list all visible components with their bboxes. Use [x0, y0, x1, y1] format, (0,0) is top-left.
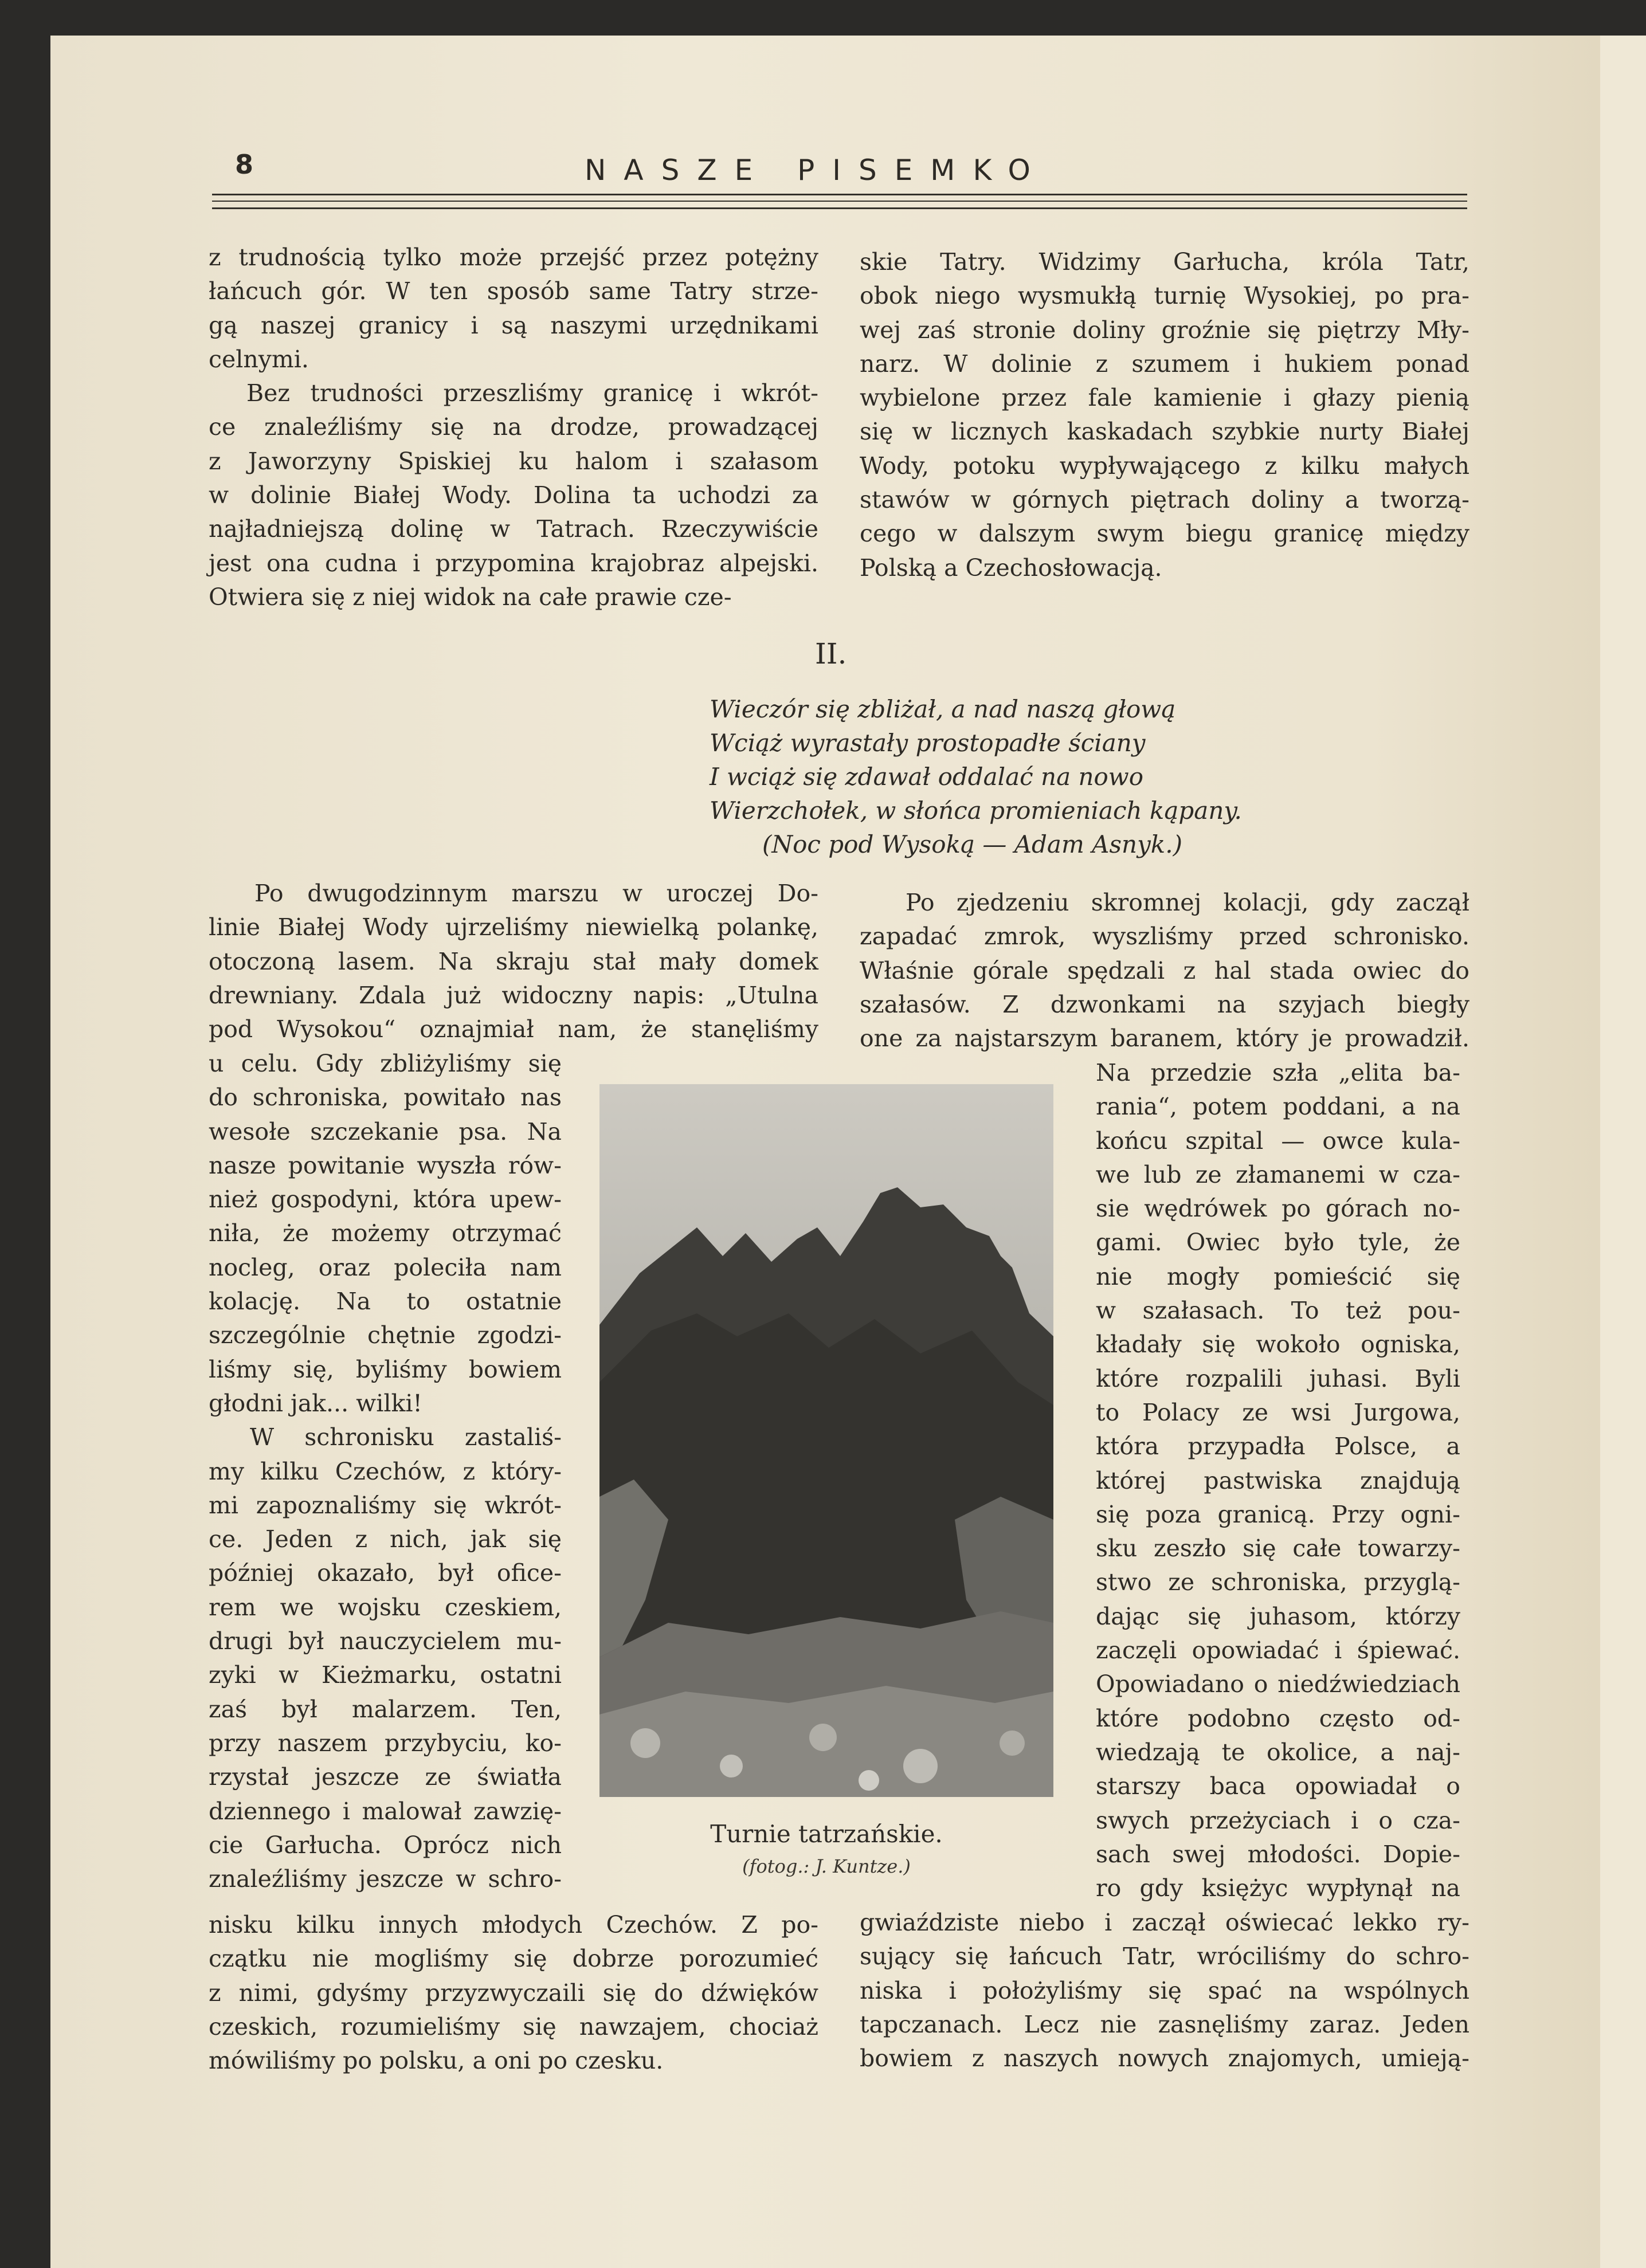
text-line: ce znaleźliśmy się na drodze, prowadzącej	[209, 413, 818, 441]
text-line: się poza granicą. Przy ogni-	[1096, 1500, 1460, 1528]
text-line: najładniejszą dolinę w Tatrach. Rzeczywiście	[209, 515, 818, 543]
text-line: mi zapoznaliśmy się wkrót-	[209, 1491, 562, 1519]
text-line: starszy baca opowiadał o	[1096, 1772, 1460, 1800]
text-line: Na przedzie szła „elita ba-	[1096, 1059, 1460, 1086]
poem-attribution: (Noc pod Wysoką — Adam Asnyk.)	[762, 830, 1182, 858]
magazine-title: NASZE PISEMKO	[585, 154, 1048, 187]
text-line: wybielone przez fale kamienie i głazy pienią	[860, 384, 1469, 412]
text-line: które rozpalili juhasi. Byli	[1096, 1364, 1460, 1392]
text-line: stawów w górnych piętrach doliny a tworzą-	[860, 486, 1469, 514]
bottom-right-column	[860, 886, 1469, 1055]
text-line: Opowiadano o niedźwiedziach	[1096, 1670, 1460, 1698]
text-line: W schronisku zastaliś-	[250, 1423, 562, 1451]
text-line: we lub ze złamanemi w cza-	[1096, 1160, 1460, 1188]
text-line: która przypadła Polsce, a	[1096, 1433, 1460, 1461]
text-line: nież gospodyni, która upew-	[209, 1186, 562, 1214]
text-line: zapadać zmrok, wyszliśmy przed schronisko.	[860, 923, 1469, 951]
text-line: narz. W dolinie z szumem i hukiem ponad	[860, 350, 1469, 378]
text-line: skie Tatry. Widzimy Garłucha, króla Tatr,	[860, 248, 1469, 276]
poem-line: I wciąż się zdawał oddalać na nowo	[710, 763, 1144, 791]
text-line: niła, że możemy otrzymać	[209, 1219, 562, 1247]
header-rule	[212, 194, 1467, 195]
text-line: ce. Jeden z nich, jak się	[209, 1525, 562, 1553]
text-line: końcu szpital — owce kula-	[1096, 1127, 1460, 1155]
text-line: otoczoną lasem. Na skraju stał mały domek	[209, 947, 818, 975]
text-line: nocleg, oraz poleciła nam	[209, 1253, 562, 1281]
text-line: sie wędrówek po górach no-	[1096, 1195, 1460, 1223]
text-line: Polską a Czechosłowacją.	[860, 554, 1162, 582]
photo-credit: (fotog.: J. Kuntze.)	[742, 1855, 911, 1877]
header-rule	[212, 207, 1467, 209]
text-line: Wody, potoku wypływającego z kilku małych	[860, 452, 1469, 480]
text-line: my kilku Czechów, z który-	[209, 1457, 562, 1485]
text-line: cie Garłucha. Oprócz nich	[209, 1831, 562, 1859]
photo-caption: Turnie tatrzańskie.	[710, 1820, 943, 1848]
text-line: celnymi.	[209, 345, 309, 373]
text-line: sujący się łańcuch Tatr, wróciliśmy do schro-	[860, 1943, 1469, 1971]
text-line: wesołe szczekanie psa. Na	[209, 1117, 562, 1145]
text-line: sku zeszło się całe towarzy-	[1096, 1535, 1460, 1563]
text-line: znaleźliśmy jeszcze w schro-	[209, 1865, 562, 1893]
section-heading: II.	[815, 637, 847, 670]
text-line: kolację. Na to ostatnie	[209, 1288, 562, 1316]
poem-line: Wieczór się zbliżał, a nad naszą głową	[710, 695, 1176, 723]
page-edge	[1600, 36, 1646, 2268]
bottom-left-narrow-column	[209, 1047, 562, 1896]
text-line: której pastwiska znajdują	[1096, 1466, 1460, 1494]
text-line: sach swej młodości. Dopie-	[1096, 1840, 1460, 1868]
top-right-column	[860, 245, 1469, 585]
bottom-right-tail	[860, 1906, 1469, 2075]
text-line: stwo ze schroniska, przyglą-	[1096, 1568, 1460, 1596]
mountain-photo	[599, 1084, 1053, 1797]
text-line: niska i położyliśmy się spać na wspólnych	[860, 1976, 1469, 2004]
text-line: łańcuch gór. W ten sposób same Tatry strze-	[209, 277, 818, 305]
bottom-right-narrow-column	[1096, 1056, 1460, 1905]
text-line: z Jaworzyny Spiskiej ku halom i szałasom	[209, 447, 818, 475]
poem-epigraph	[710, 692, 1340, 861]
text-line: Po zjedzeniu skromnej kolacji, gdy zaczął	[906, 889, 1469, 916]
bottom-left-tail	[209, 1908, 818, 2078]
text-line: gą naszej granicy i są naszymi urzędnikami	[209, 311, 818, 339]
poem-line: Wierzchołek, w słońca promieniach kąpany.	[710, 796, 1242, 825]
text-line: kładały się wokoło ogniska,	[1096, 1331, 1460, 1359]
text-line: rzystał jeszcze ze światła	[209, 1763, 562, 1791]
text-line: się w licznych kaskadach szybkie nurty Białej	[860, 418, 1469, 446]
text-line: jest ona cudna i przypomina krajobraz alpejski.	[209, 549, 818, 577]
text-line: nie mogły pomieścić się	[1096, 1262, 1460, 1290]
text-line: Po dwugodzinnym marszu w uroczej Do-	[254, 880, 818, 907]
text-line: gwiaździste niebo i zaczął oświecać lekko ry-	[860, 1909, 1469, 1936]
text-line: linie Białej Wody ujrzeliśmy niewielką polankę,	[209, 913, 818, 941]
text-line: to Polacy ze wsi Jurgowa,	[1096, 1398, 1460, 1426]
text-line: Bez trudności przeszliśmy granicę i wkrót-	[246, 379, 818, 407]
text-line: w szałasach. To też pou-	[1096, 1297, 1460, 1325]
text-line: nasze powitanie wyszła rów-	[209, 1151, 562, 1179]
text-line: u celu. Gdy zbliżyliśmy się	[209, 1050, 562, 1077]
text-line: z nimi, gdyśmy przyzwyczaili się do dźwięków	[209, 1979, 818, 2007]
poem-line: Wciąż wyrastały prostopadłe ściany	[710, 729, 1146, 757]
text-line: drewniany. Zdala już widoczny napis: „Utulna	[209, 981, 818, 1009]
text-line: mówiliśmy po polsku, a oni po czesku.	[209, 2047, 664, 2075]
text-line: dziennego i malował zawzię-	[209, 1797, 562, 1825]
text-line: w dolinie Białej Wody. Dolina ta uchodzi za	[209, 481, 818, 509]
text-line: czątku nie mogliśmy się dobrze porozumieć	[209, 1945, 818, 1973]
text-line: swych przeżyciach i o cza-	[1096, 1806, 1460, 1834]
header-rule	[212, 201, 1467, 202]
text-line: tapczanach. Lecz nie zasnęliśmy zaraz. Jeden	[860, 2010, 1469, 2038]
text-line: szczególnie chętnie zgodzi-	[209, 1321, 562, 1349]
text-line: zaczęli opowiadać i śpiewać.	[1096, 1637, 1460, 1665]
text-line: pod Wysokou“ oznajmiał nam, że stanęliśmy	[209, 1015, 818, 1043]
text-line: one za najstarszym baranem, który je prowadził.	[860, 1025, 1469, 1053]
text-line: czeskich, rozumieliśmy się nawzajem, chociaż	[209, 2012, 818, 2041]
text-line: cego w dalszym swym biegu granicę między	[860, 520, 1469, 548]
text-line: przy naszem przybyciu, ko-	[209, 1729, 562, 1757]
text-line: wiedzają te okolice, a naj-	[1096, 1738, 1460, 1766]
text-line: nisku kilku innych młodych Czechów. Z po-	[209, 1911, 818, 1939]
page-number: 8	[235, 149, 254, 180]
text-line: z trudnością tylko może przejść przez potężny	[209, 244, 818, 271]
text-line: Otwiera się z niej widok na całe prawie cze-	[209, 583, 732, 611]
text-line: obok niego wysmukłą turnię Wysokiej, po pra-	[860, 282, 1469, 310]
bottom-left-column	[209, 877, 818, 1046]
text-line: zaś był malarzem. Ten,	[209, 1695, 562, 1723]
text-line: Właśnie górale spędzali z hal stada owiec do	[860, 956, 1469, 984]
top-left-column	[209, 241, 818, 614]
text-line: drugi był nauczycielem mu-	[209, 1627, 562, 1655]
text-line: gami. Owiec było tyle, że	[1096, 1229, 1460, 1257]
text-line: do schroniska, powitało nas	[209, 1084, 562, 1112]
text-line: szałasów. Z dzwonkami na szyjach biegły	[860, 990, 1469, 1018]
text-line: dając się juhasom, którzy	[1096, 1602, 1460, 1630]
text-line: rem we wojsku czeskiem,	[209, 1593, 562, 1621]
text-line: rania“, potem poddani, a na	[1096, 1093, 1460, 1121]
text-line: wej zaś stronie doliny groźnie się piętrzy Mły-	[860, 316, 1469, 344]
text-line: liśmy się, byliśmy bowiem	[209, 1355, 562, 1383]
text-line: bowiem z naszych nowych znajomych, umieją-	[860, 2045, 1469, 2073]
text-line: ro gdy księżyc wypłynął na	[1096, 1874, 1460, 1902]
text-line: później okazało, był ofice-	[209, 1559, 562, 1587]
text-line: głodni jak... wilki!	[209, 1389, 422, 1417]
text-line: zyki w Kieżmarku, ostatni	[209, 1661, 562, 1689]
text-line: które podobno często od-	[1096, 1704, 1460, 1732]
